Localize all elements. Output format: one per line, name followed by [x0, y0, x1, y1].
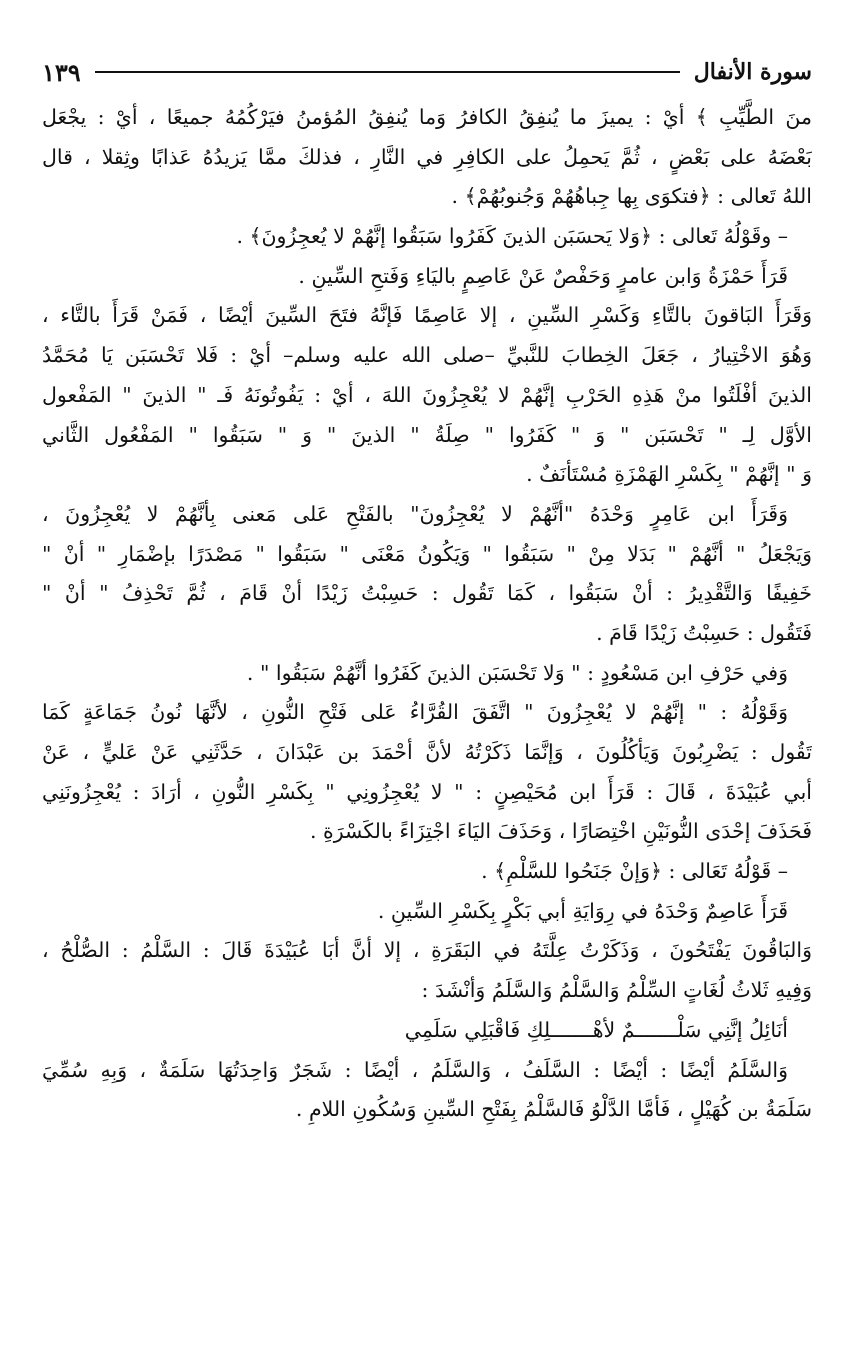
text-line: بَعْضَهُ على بَعْضٍ ، ثُمَّ يَحمِلُ على الكافِرِ في النَّارِ ، فذلكَ ممَّا يَزيدُهُ عَذابًا وثِقلا ، قال	[42, 144, 812, 169]
poetry-verse: أنَائِلُ إنَّنِي سَلْـــــــمٌ لأهْـــــــلِكِ فَاقْبَلِي سَلَمِي	[404, 1017, 788, 1042]
text-line: الأوَّل لِـ " تَحْسَبَن " وَ " كَفَرُوا " صِلَةُ " الذينَ " وَ " سَبَقُوا " المَفْعُول الثَّاني	[42, 422, 812, 447]
text-line: وَفِيهِ ثَلاثُ لُغَاتٍ السِّلْمُ وَالسَّلْمُ وَالسَّلَمُ وَأنْشَدَ :	[421, 978, 812, 1003]
header-rule	[95, 71, 680, 73]
text-line: وَقَوْلُهُ : " إنَّهُمْ لا يُعْجِزُونَ " اتَّفَقَ القُرَّاءُ عَلى فَتْحِ النُّونِ ، لأنَّهَا نُونُ جَمَاعَةٍ كَمَا	[42, 700, 788, 725]
text-line: قَرَأَ حَمْزَةُ وَابن عامرٍ وَحَفْصٌ عَنْ عَاصِمٍ باليَاءِ وَفَتحِ السِّينِ .	[298, 263, 788, 288]
text-line: الذينَ أفْلَتُوا منْ هَذِهِ الحَرْبِ إنَّهُمْ لا يُعْجِزُونَ اللهَ ، أيْ : يَفُوتُونَهُ فَـ " الذينَ " المَفْعول	[42, 382, 812, 407]
surah-title: سورة الأنفال	[693, 59, 812, 85]
text-line: وَفي حَرْفِ ابن مَسْعُودٍ : " وَلا تَحْسَبَن الذينَ كَفَرُوا أنَّهُمْ سَبَقُوا " .	[246, 660, 788, 685]
text-line: منَ الطَّيِّبِ ﴾ أيْ : يميزَ ما يُنفِقُ الكافرُ وَما يُنفِقُ المُؤمنُ فيَرْكُمُهُ جميعًا ، أيْ : يجْعَل	[42, 105, 812, 129]
page-body	[42, 98, 812, 1130]
text-line: وَالسَّلَمُ أيْضًا : أيْضًا : السَّلَفُ ، وَالسَّلَمُ ، أيْضًا : شَجَرٌ وَاحِدَتُهَا سَلَمَةٌ ، وَبِهِ سُمِّيَ	[42, 1057, 788, 1082]
text-line: وَقَرَأَ البَاقونَ بالتَّاءِ وَكَسْرِ السِّينِ ، إلا عَاصِمًا فَإنَّهُ فتَحَ السِّينَ أيْضًا ، فَمَنْ قَرَأَ بالتَّاء ،	[42, 303, 812, 328]
text-line: – وقَوْلُهُ تَعالى : ﴿وَلا يَحسَبَن الذينَ كَفَرُوا سَبَقُوا إنَّهُمْ لا يُعجِزُونَ﴾ .	[236, 224, 788, 249]
page-header	[42, 50, 812, 94]
text-line: وَيَجْعَلُ " أنَّهُمْ " بَدَلا مِنْ " سَبَقُوا " وَيَكُونُ مَعْنَى " سَبَقُوا " مَصْدَرًا بإضْمَارِ " أنْ "	[42, 541, 812, 566]
text-line: خَفِيفًا وَالتَّقْدِيرُ : أنْ سَبَقُوا ، كَمَا تَقُول : حَسِبْتُ زَيْدًا أنْ قَامَ ، ثُمَّ تَحْذِفُ " أنْ "	[42, 581, 812, 606]
text-line: وَهُوَ الاخْتِيارُ ، جَعَلَ الخِطابَ للنَّبيِّ –صلى الله عليه وسلم– أيْ : فَلا تَحْسَبَن يَا مُحَمَّدُ	[42, 343, 812, 368]
text-line: وَقَرَأَ ابن عَامِرٍ وَحْدَهُ "أنَّهُمْ لا يُعْجِزُونَ" بالفَتْحِ عَلى مَعنى بِأنَّهُمْ لا يُعْجِزُونَ ،	[42, 501, 788, 526]
text-line: أبي عُبَيْدَةَ ، قَالَ : قَرَأَ ابن مُحَيْصِنٍ : " لا يُعْجِزُونِي " بِكَسْرِ النُّونِ ، أرَادَ : يُعْجِزُونَنِي	[42, 779, 812, 804]
text-line: سَلَمَةُ بن كُهَيْلٍ ، فَأمَّا الدَّلْوُ فَالسَّلْمُ بِفَتْحِ السِّينِ وَسُكُونِ اللامِ .	[295, 1097, 812, 1122]
page-number: ١٣٩	[42, 57, 81, 87]
text-line: فَحَذَفَ إحْدَى النُّونَيْنِ اخْتِصَارًا ، وَحَذَفَ اليَاءَ اجْتِزَاءً بالكَسْرَةِ .	[309, 819, 812, 844]
text-line: اللهُ تَعالى : ﴿فتكوَى بِها جِباهُهُمْ وَجُنوبُهُمْ﴾ .	[451, 184, 812, 209]
book-page	[42, 50, 812, 1340]
text-line: تَقُول : يَضْرِبُونَ وَيَأكُلُونَ ، وَإنَّمَا ذَكَرْتُهُ لأنَّ أحْمَدَ بن عَبْدَانَ ، حَدَّثَنِي عَنْ عَليٍّ ، عَنْ	[42, 740, 812, 764]
text-line: – قَوْلُهُ تَعَالى : ﴿وَإنْ جَنَحُوا للسَّلْمِ﴾ .	[481, 859, 788, 884]
text-line: وَالبَاقُونَ يَفْتَحُونَ ، وَذَكَرْتُ عِلَّتَهُ في البَقَرَةِ ، إلا أنَّ أبَا عُبَيْدَةَ قَالَ : السَّلْمُ : الصُّلْحُ ،	[42, 938, 812, 963]
text-line: قَرَأَ عَاصِمٌ وَحْدَهُ في رِوَايَةِ أبي بَكْرٍ بِكَسْرِ السِّينِ .	[377, 898, 788, 923]
text-line: وَ " إنَّهُمْ " بِكَسْرِ الهَمْزَةِ مُسْتَأنَفٌ .	[526, 462, 812, 487]
text-line: فَتَقُول : حَسِبْتُ زَيْدًا قَامَ .	[596, 620, 812, 645]
